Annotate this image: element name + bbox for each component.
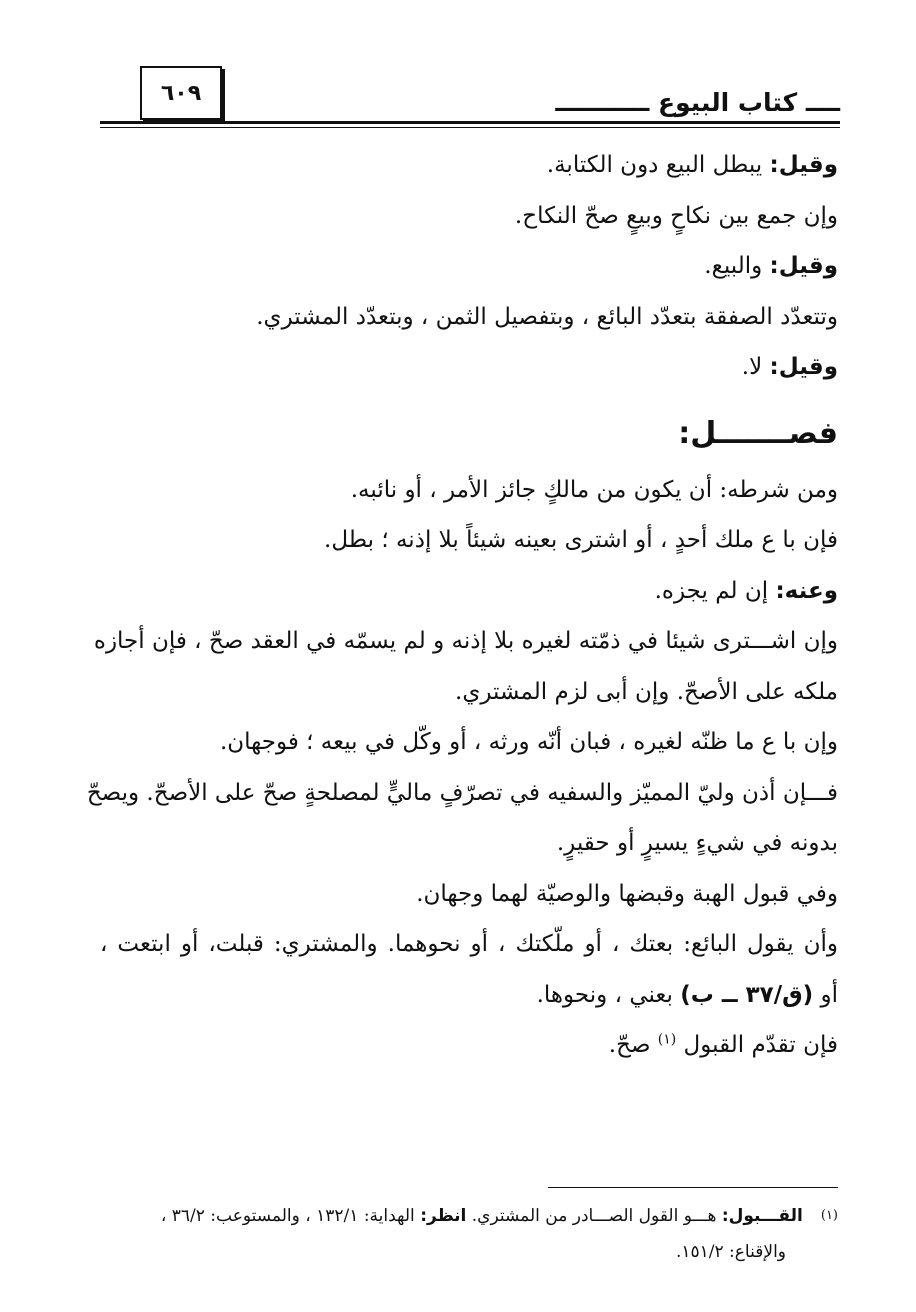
text-line-13: بدونه في شيءٍ يسيرٍ أو حقيرٍ. <box>556 830 838 856</box>
text-line-15: وأن يقول البائع: بعتك ، أو ملّكتك ، أو نحوهما. والمشتري: قبلت، أو ابتعت ، <box>100 931 838 957</box>
footnote-separator <box>548 1187 838 1188</box>
section-heading: فصـــــــل: <box>678 415 838 451</box>
line-text: صحّ. <box>608 1032 658 1058</box>
text-line-7: فإن با ع ملك أحدٍ ، أو اشترى بعينه شيئاً بلا إذنه ؛ بطل. <box>324 527 838 553</box>
line-text: إن لم يجزه. <box>654 577 776 604</box>
text-line-14: وفي قبول الهبة وقبضها والوصيّة لهما وجهان. <box>416 880 838 907</box>
line-text: بعني ، ونحوها. <box>536 981 681 1008</box>
text-line-16 <box>100 970 838 1021</box>
manuscript-folio-ref: (ق/٣٧ ــ ب) <box>680 981 814 1008</box>
page-header <box>100 60 840 130</box>
spacer <box>100 393 838 403</box>
footnote-reference[interactable]: (١) <box>657 1031 677 1048</box>
header-rule <box>100 121 840 124</box>
footnote-see-label: انظر: <box>420 1206 467 1226</box>
header-rule-thin <box>100 127 840 128</box>
line-text: والبيع. <box>704 253 770 279</box>
main-text <box>86 140 838 1071</box>
opinion-label: وقيل: <box>769 354 838 380</box>
footnote-marker: (١) <box>820 1208 838 1223</box>
text-line-8 <box>100 566 838 617</box>
footnote-term: القـــبول: <box>721 1206 803 1226</box>
page-number: ٦٠٩ <box>140 66 222 120</box>
text-line-12: فـــإن أذن وليّ المميّز والسفيه في تصرّفٍ ماليٍّ لمصلحةٍ صحّ على الأصحّ. ويصحّ <box>86 779 838 806</box>
line-text: أو <box>813 981 838 1008</box>
footnote-line-1 <box>100 1198 838 1234</box>
text-line-9: وإن اشـــترى شيئا في ذمّته لغيره بلا إذنه و لم يسمّه في العقد صحّ ، فإن أجازه <box>93 628 838 654</box>
text-line-11: وإن با ع ما ظنّه لغيره ، فبان أنّه ورثه ، أو وكّل في بيعه ؛ فوجهان. <box>219 729 838 755</box>
text-line-2: وإن جمع بين نكاحٍ وبيعٍ صحّ النكاح. <box>514 202 838 229</box>
text-line-5 <box>100 342 838 393</box>
line-text: فإن تقدّم القبول <box>676 1032 838 1058</box>
text-line-10: ملكه على الأصحّ. وإن أبى لزم المشتري. <box>455 678 838 705</box>
footnote-text: الهداية: ١٣٢/١ ، والمستوعب: ٣٦/٢ ، <box>160 1206 421 1226</box>
text-line-1 <box>100 140 838 191</box>
running-title: ــــ كتاب البيوع ـــــــــــ <box>555 88 840 117</box>
footnote-text: هـــو القول الصـــادر من المشتري. <box>466 1206 722 1226</box>
footnote-line-2: والإقناع: ١٥١/٢. <box>675 1242 786 1262</box>
opinion-label: وقيل: <box>769 253 838 279</box>
text-line-4: وتتعدّد الصفقة بتعدّد البائع ، وبتفصيل الثمن ، وبتعدّد المشتري. <box>256 303 838 330</box>
narration-label: وعنه: <box>775 577 838 604</box>
footnote <box>100 1198 838 1270</box>
opinion-label: وقيل: <box>769 152 838 178</box>
text-line-3 <box>100 241 838 292</box>
text-line-6: ومن شرطه: أن يكون من مالكٍ جائز الأمر ، أو نائبه. <box>350 476 838 503</box>
line-text: يبطل البيع دون الكتابة. <box>546 152 770 178</box>
text-line-17 <box>100 1020 838 1071</box>
line-text: لا. <box>741 354 770 380</box>
